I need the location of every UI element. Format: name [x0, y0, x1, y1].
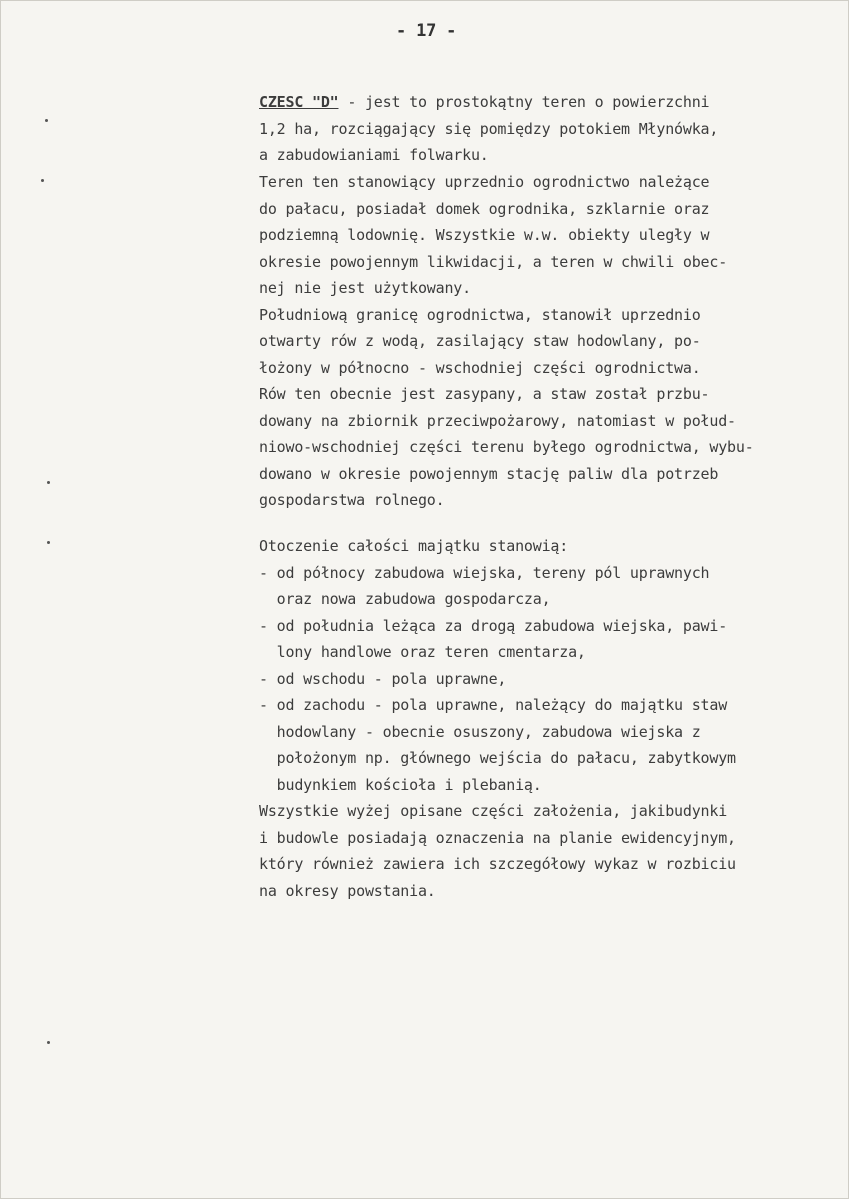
- surroundings-item: - od południa leżąca za drogą zabudowa wiejska, pawi-: [259, 617, 728, 635]
- surroundings-intro: Otoczenie całości majątku stanowią:: [259, 537, 569, 555]
- surroundings-item: - od wschodu - pola uprawne,: [259, 670, 507, 688]
- part-d-line-8: nej nie jest użytkowany.: [259, 279, 471, 297]
- page-number: - 17 -: [396, 21, 457, 41]
- part-d-line-9: Południową granicę ogrodnictwa, stanowił uprzednio: [259, 306, 701, 324]
- part-d-line-10: otwarty rów z wodą, zasilający staw hodowlany, po-: [259, 332, 701, 350]
- scan-speck: [41, 179, 44, 182]
- part-d-line-12: Rów ten obecnie jest zasypany, a staw został przbu-: [259, 385, 710, 403]
- surroundings-item: położonym np. głównego wejścia do pałacu, zabytkowym: [259, 749, 736, 767]
- part-d-line-14: niowo-wschodniej części terenu byłego ogrodnictwa, wybu-: [259, 438, 754, 456]
- surroundings-item: - od północy zabudowa wiejska, tereny pól uprawnych: [259, 564, 710, 582]
- part-d-line-5: do pałacu, posiadał domek ogrodnika, szklarnie oraz: [259, 200, 710, 218]
- closing-line-1: Wszystkie wyżej opisane części założenia, jakibudynki: [259, 802, 728, 820]
- part-d-line-1: [259, 93, 709, 111]
- scan-speck: [47, 1041, 50, 1044]
- part-d-line-11: łożony w północno - wschodniej części ogrodnictwa.: [259, 359, 701, 377]
- scan-speck: [47, 481, 50, 484]
- closing-line-2: i budowle posiadają oznaczenia na planie ewidencyjnym,: [259, 829, 736, 847]
- closing-line-3: który również zawiera ich szczegółowy wykaz w rozbiciu: [259, 855, 736, 873]
- part-d-line-3: a zabudowianiami folwarku.: [259, 146, 489, 164]
- surroundings-item: lony handlowe oraz teren cmentarza,: [259, 643, 586, 661]
- part-d-line-1-text: - jest to prostokątny teren o powierzchni: [338, 93, 710, 111]
- part-d-line-2: 1,2 ha, rozciągający się pomiędzy potokiem Młynówka,: [259, 120, 719, 138]
- scan-speck: [47, 541, 50, 544]
- part-d-line-15: dowano w okresie powojennym stację paliw dla potrzeb: [259, 465, 719, 483]
- surroundings-item: hodowlany - obecnie osuszony, zabudowa wiejska z: [259, 723, 701, 741]
- part-d-label: CZESC "D": [259, 93, 339, 111]
- part-d-line-7: okresie powojennym likwidacji, a teren w chwili obec-: [259, 253, 728, 271]
- part-d-line-6: podziemną lodownię. Wszystkie w.w. obiekty uległy w: [259, 226, 710, 244]
- part-d-line-4: Teren ten stanowiący uprzednio ogrodnictwo należące: [259, 173, 710, 191]
- surroundings-item: budynkiem kościoła i plebanią.: [259, 776, 542, 794]
- scan-speck: [45, 119, 48, 122]
- surroundings-item: oraz nowa zabudowa gospodarcza,: [259, 590, 551, 608]
- part-d-line-16: gospodarstwa rolnego.: [259, 491, 445, 509]
- surroundings-item: - od zachodu - pola uprawne, należący do majątku staw: [259, 696, 728, 714]
- closing-line-4: na okresy powstania.: [259, 882, 436, 900]
- part-d-line-13: dowany na zbiornik przeciwpożarowy, natomiast w połud-: [259, 412, 736, 430]
